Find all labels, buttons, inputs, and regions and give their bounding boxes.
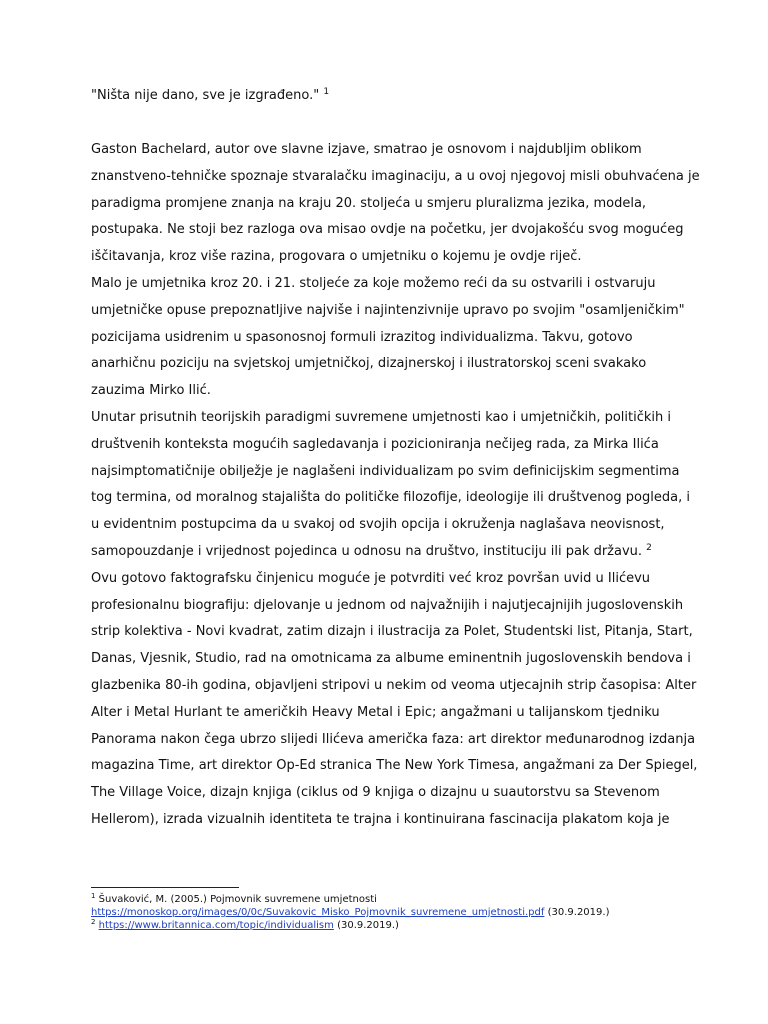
text-line: najsimptomatičnije obilježje je naglašeni individualizam po svim definicijskim segmentima	[91, 463, 680, 479]
text-line: Danas, Vjesnik, Studio, rad na omotnicama za albume eminentnih jugoslovenskih bendova i	[91, 651, 691, 667]
text-line: samopouzdanje i vrijednost pojedinca u odnosu na društvo, instituciju ili pak državu.	[91, 543, 643, 559]
text-line: postupaka. Ne stoji bez razloga ova misao ovdje na početku, jer dvojakošću svog mogućeg	[91, 222, 684, 238]
footnote-text: Šuvaković, M. (2005.) Pojmovnik suvremene umjetnosti	[98, 894, 377, 905]
opening-quote	[91, 87, 329, 105]
body-text	[91, 137, 700, 834]
text-line: Alter i Metal Hurlant te američkih Heavy Metal i Epic; angažmani u talijanskom tjedniku	[91, 704, 660, 720]
text-line: Hellerom), izrada vizualnih identiteta te trajna i kontinuirana fascinacija plakatom koja je	[91, 811, 670, 827]
text-line: glazbenika 80-ih godina, objavljeni stripovi u nekim od veoma utjecajnih strip časopisa: Alter	[91, 677, 697, 693]
footnote-2-link[interactable]: https://www.britannica.com/topic/individualism	[98, 920, 334, 931]
footnote-separator	[91, 887, 239, 888]
footnote-1-link[interactable]: https://monoskop.org/images/0/0c/Suvakovic_Misko_Pojmovnik_suvremene_umjetnosti.pdf	[91, 907, 545, 918]
text-line: umjetničke opuse prepoznatljive najviše i najintenzivnije upravo po svojim "osamljeničkim"	[91, 302, 685, 318]
text-line-with-ref	[91, 539, 691, 566]
text-line: Malo je umjetnika kroz 20. i 21. stoljeće za koje možemo reći da su ostvarili i ostvaruju	[91, 275, 656, 291]
text-line: Panorama nakon čega ubrzo slijedi Ilićeva američka faza: art direktor međunarodnog izdanja	[91, 731, 696, 747]
text-line: Gaston Bachelard, autor ove slavne izjave, smatrao je osnovom i najdubljim oblikom	[91, 142, 642, 157]
text-line: društvenih konteksta mogućih sagledavanja i pozicioniranja nečijeg rada, za Mirka Ilića	[91, 436, 659, 452]
text-line: Unutar prisutnih teorijskih paradigmi suvremene umjetnosti kao i umjetničkih, političkih i	[91, 409, 671, 425]
footnote-2	[91, 919, 731, 932]
quote-text: "Ništa nije dano, sve je izgrađeno."	[91, 88, 320, 103]
footnotes	[91, 893, 731, 932]
footnote-number: 2	[91, 918, 96, 926]
footnote-date: (30.9.2019.)	[547, 907, 610, 918]
text-line: pozicijama usidrenim u spasonosnoj formuli izrazitog individualizma. Takvu, gotovo	[91, 329, 633, 345]
footnote-1	[91, 893, 731, 906]
text-line: zauzima Mirko Ilić.	[91, 383, 211, 399]
text-line: The Village Voice, dizajn knjiga (ciklus od 9 knjiga o dizajnu u suautorstvu sa Stevenom	[91, 785, 660, 801]
footnote-date: (30.9.2019.)	[337, 920, 399, 931]
text-line: u evidentnim postupcima da u svakoj od svojih opcija i okruženja naglašava neovisnost,	[91, 517, 665, 533]
text-line: strip kolektiva - Novi kvadrat, zatim dizajn i ilustracija za Polet, Studentski list, Pitanja, Start,	[91, 624, 693, 640]
text-line: znanstveno-tehničke spoznaje stvaralačku imaginaciju, a u ovoj njegovoj misli obuhvaćena je	[91, 168, 700, 184]
footnote-number: 1	[91, 892, 96, 900]
text-line: profesionalnu biografiju: djelovanje u jednom od najvažnijih i najutjecajnijih jugoslovenskih	[91, 597, 684, 613]
text-line: iščitavanja, kroz više razina, progovara o umjetniku o kojemu je ovdje riječ.	[91, 249, 582, 265]
text-line: Ovu gotovo faktografsku činjenicu moguće je potvrditi već kroz površan uvid u Ilićevu	[91, 570, 651, 586]
text-line: paradigma promjene znanja na kraju 20. stoljeća u smjeru pluralizma jezika, modela,	[91, 195, 647, 211]
footnote-ref-1[interactable]: 1	[323, 87, 330, 97]
text-line: anarhičnu poziciju na svjetskoj umjetničkoj, dizajnerskoj i ilustratorskoj sceni svakako	[91, 356, 647, 372]
footnote-1-link-line	[91, 906, 731, 919]
text-line: tog termina, od moralnog stajališta do političke filozofije, ideologije ili društvenog pogleda, i	[91, 490, 690, 506]
footnote-ref-2[interactable]: 2	[646, 542, 652, 553]
text-line: magazina Time, art direktor Op-Ed stranica The New York Timesa, angažmani za Der Spiegel,	[91, 758, 698, 774]
